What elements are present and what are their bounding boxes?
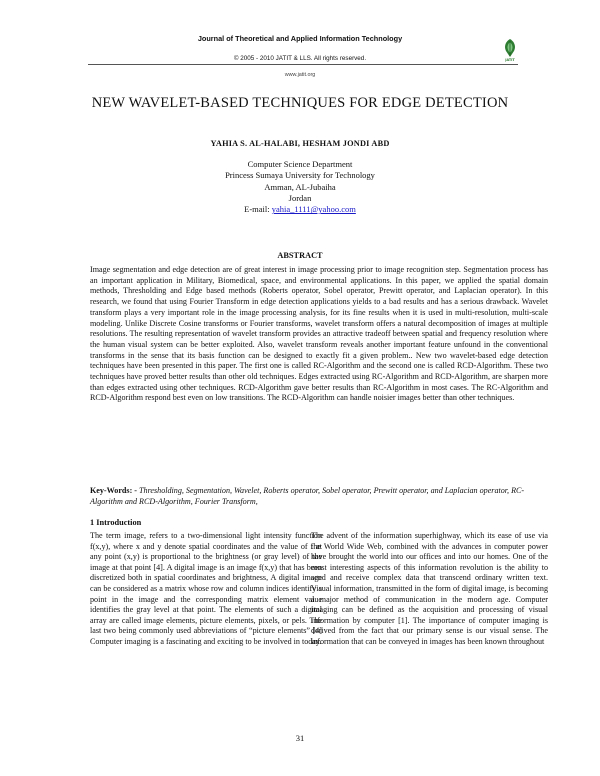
abstract-heading: ABSTRACT: [277, 251, 323, 260]
intro-left-column: The term image, refers to a two-dimensional light intensity function f(x,y), where x and y denote spatial coordinates and the value of f at any point (x,y) is proportional to the brightness (or gray level) of the image at that point [4]. A digital image is an image f(x,y) that has been discretized both in spatial coordinates and brightness, A digital image can be considered as a matrix whose row and column indices identify a point in the image and the corresponding matrix element value identifies the gray level at that point. The elements of such a digital array are called image elements, picture elements, pixels, or pels. The last two being commonly used abbreviations of “picture elements” [4] Computer imaging is a fascinating and exciting to be involved in today.: [90, 531, 322, 646]
header-divider: [88, 64, 518, 65]
affiliation-department: Computer Science Department: [247, 159, 353, 169]
jatit-logo-icon: [502, 38, 518, 58]
author-affiliation: [0, 159, 600, 215]
email-label: E-mail:: [244, 204, 272, 215]
affiliation-university: Princess Sumaya University for Technology: [225, 170, 375, 181]
paper-title: NEW WAVELET-BASED TECHNIQUES FOR EDGE DETECTION: [91, 95, 509, 111]
logo-caption: JATIT: [505, 58, 515, 62]
journal-website-link[interactable]: www.jatit.org: [284, 72, 316, 78]
email-link[interactable]: yahia_1111@yahoo.com: [271, 204, 356, 215]
paper-authors: YAHIA S. AL-HALABI, HESHAM JONDI ABD: [210, 139, 390, 148]
journal-title: Journal of Theoretical and Applied Information Technology: [197, 34, 403, 43]
keywords-label: Key-Words: -: [90, 486, 140, 495]
affiliation-country: Jordan: [288, 192, 312, 203]
affiliation-city: Amman, AL-Jubaiha: [264, 181, 336, 192]
affiliation-email-line: [0, 204, 600, 215]
abstract-body: Image segmentation and edge detection are of great interest in image processing prior to image recognition step. Segmentation process has an important application in Military, Biomedical, space, and environmental applications. In this paper, we applied the spatial domain methods, Thresholding and Edge based methods (Roberts operator, Sobel operator, Prewitt operator, and Laplacian operator). In this research, we found that using Fourier Transform in edge detection applications yields to a bad results and has a serious drawback. Wavelet transform plays a very important role in the image processing analysis, for its fine results when it is used in multi-resolution, multi-scale modeling. Unlike Discrete Cosine transforms or Fourier transforms, wavelet transform offers a natural decomposition of images at multiple resolutions. The resulting representation of wavelet transform provides an attractive tradeoff between spatial and frequency resolution where the human visual system can be better exploited. Also, wavelet transform reveals another important feature unfound in the conventional transforms in the sense that its basis function can be designed to exactly fit a given problem.. New two wavelet-based edge detection techniques have been presented in this paper. The first one is called RC-Algorithm and the second one is called RCD-Algorithm. These two techniques have proved better results than other old techniques. Edges extracted using RC-Algorithm and RCD-Algorithm, are sharpen more than edges extracted using other techniques. RCD-Algorithm gave better results than RC-Algorithm in most cases. The RC-Algorithm and RCD-Algorithm respond best even on low transitions. The RCD-Algorithm can handle noisier images better than other techniques.: [90, 265, 548, 403]
copyright-notice: © 2005 - 2010 JATIT & LLS. All rights reserved.: [233, 55, 367, 62]
keywords-list: Thresholding, Segmentation, Wavelet, Roberts operator, Sobel operator, Prewitt operator, and Laplacian operator, RC-Algorithm and RCD-Algorithm, Fourier Transform,: [90, 486, 525, 506]
section-heading-introduction: 1 Introduction: [90, 518, 142, 527]
intro-right-column: The advent of the information superhighway, which its ease of use via the World Wide Web, combined with the advances in computer power have brought the world into our offices and into our homes. One of the most interesting aspects of this information revolution is the ability to send and receive complex data that transcend ordinary written text. Visual information, transmitted in the form of digital image, is becoming a major method of communication in the modern age. Computer imaging can be defined as the acquisition and processing of visual information by computer [1]. The importance of computer imaging is derived from the fact that our primary sense is our visual sense. The information that can be conveyed in images has been known throughout: [311, 531, 548, 646]
page-number: 31: [295, 733, 305, 743]
keywords: [90, 486, 548, 507]
